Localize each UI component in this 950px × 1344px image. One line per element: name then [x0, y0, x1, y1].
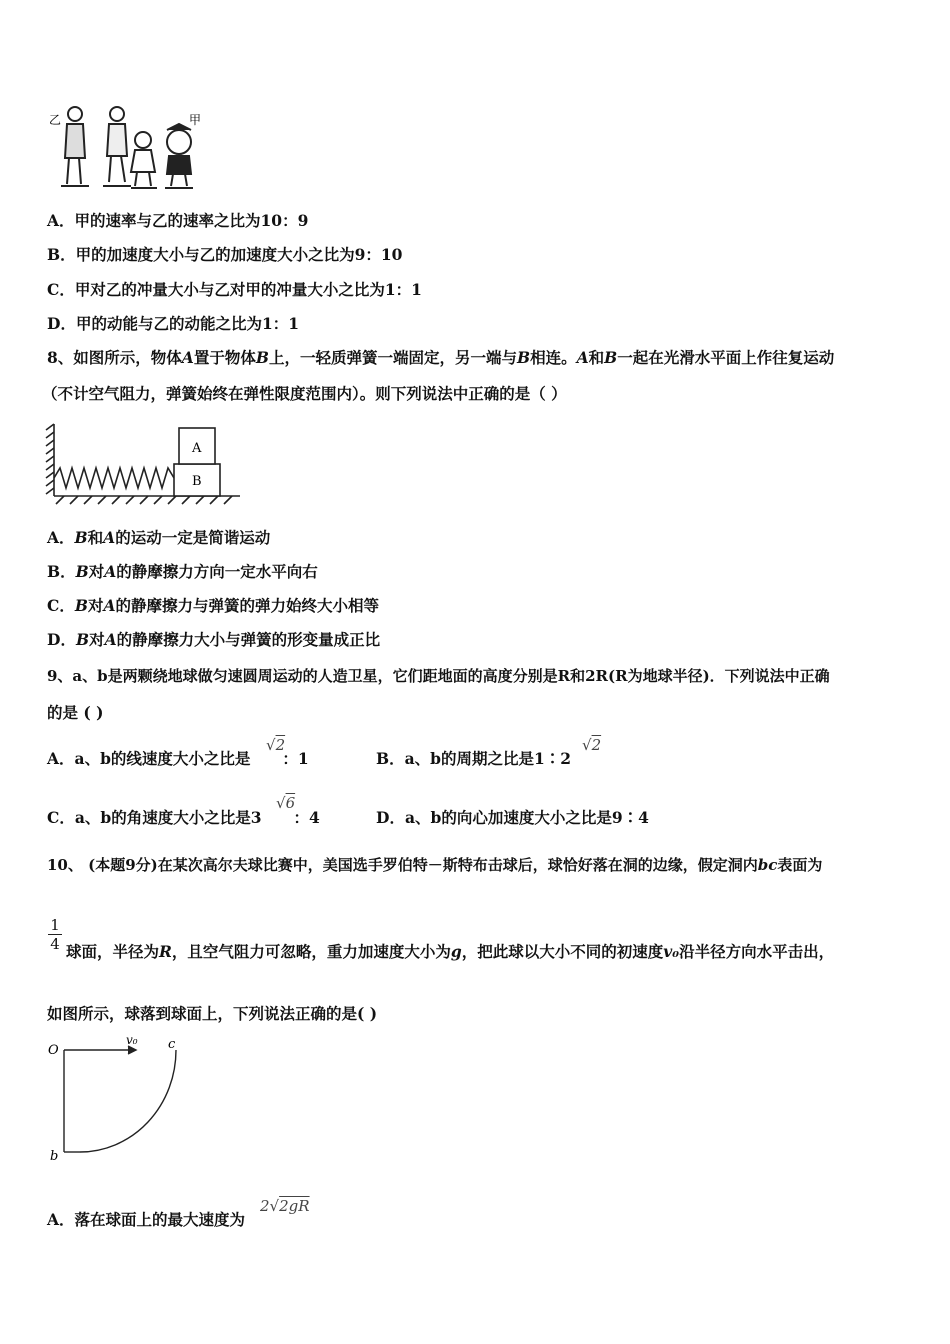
- q9-option-a: A．a、b的线速度大小之比是 ：1: [47, 749, 309, 768]
- block-b-label: B: [192, 474, 202, 489]
- sqrt-2-b: √2: [582, 736, 602, 754]
- block-a-label: A: [192, 441, 202, 456]
- fig-label-jia: 甲: [189, 113, 202, 127]
- q9-option-b: B．a、b的周期之比是1∶2: [376, 749, 572, 768]
- q9-stem-line2: 的是 ( ): [47, 703, 104, 722]
- sqrt-6-c: √6: [276, 794, 296, 812]
- fraction-one-quarter: [48, 916, 62, 953]
- quarter-sphere-figure: [44, 1034, 194, 1164]
- fraction-denominator: 4: [48, 934, 62, 953]
- spring-blocks-figure: [42, 420, 244, 506]
- skaters-figure: [47, 100, 205, 196]
- q8-option-c: C．B对A的静摩擦力与弹簧的弹力始终大小相等: [47, 596, 380, 615]
- fig-label-yi: 乙: [49, 113, 62, 127]
- max-speed-expr: 2√2gR: [260, 1197, 310, 1215]
- v0-label: v₀: [126, 1034, 138, 1047]
- q10-stem-line1: 10、 (本题9分)在某次高尔夫球比赛中，美国选手罗伯特－斯特布击球后，球恰好落在洞的边缘，假定洞内bc表面为: [47, 856, 823, 874]
- point-b-label: b: [50, 1149, 59, 1164]
- q8-option-b: B．B对A的静摩擦力方向一定水平向右: [47, 562, 318, 581]
- q8-stem-line1: 8、如图所示，物体A置于物体B上，一轻质弹簧一端固定，另一端与B相连。A和B一起在光滑水平面上作往复运动: [47, 348, 835, 367]
- point-o-label: O: [48, 1043, 59, 1058]
- q7-option-a: A．甲的速率与乙的速率之比为10：9: [47, 211, 309, 230]
- q9-stem-line1: 9、a、b是两颗绕地球做匀速圆周运动的人造卫星，它们距地面的高度分别是R和2R(R为地球半径)．下列说法中正确: [47, 667, 830, 685]
- q8-option-d: D．B对A的静摩擦力大小与弹簧的形变量成正比: [47, 630, 381, 649]
- q7-option-c: C．甲对乙的冲量大小与乙对甲的冲量大小之比为1：1: [47, 280, 422, 299]
- q10-option-a: A．落在球面上的最大速度为: [47, 1210, 246, 1229]
- q8-stem-line2: （不计空气阻力，弹簧始终在弹性限度范围内）。则下列说法中正确的是（ ）: [42, 384, 567, 403]
- q9-option-c: C．a、b的角速度大小之比是3 ：4: [47, 808, 320, 827]
- q7-option-d: D．甲的动能与乙的动能之比为1：1: [47, 314, 300, 333]
- q10-stem-line2: 球面，半径为R，且空气阻力可忽略，重力加速度大小为g，把此球以大小不同的初速度v₀沿半径方向水平击出，: [66, 942, 835, 961]
- q10-stem-line3: 如图所示，球落到球面上，下列说法正确的是( ): [47, 1004, 378, 1023]
- q9-option-d: D．a、b的向心加速度大小之比是9∶4: [376, 808, 649, 827]
- point-c-label: c: [168, 1037, 176, 1052]
- q8-option-a: A．B和A的运动一定是简谐运动: [47, 528, 271, 547]
- q7-option-b: B．甲的加速度大小与乙的加速度大小之比为9：10: [47, 245, 403, 264]
- sqrt-2-a: √2: [266, 736, 286, 754]
- fraction-numerator: 1: [50, 916, 60, 934]
